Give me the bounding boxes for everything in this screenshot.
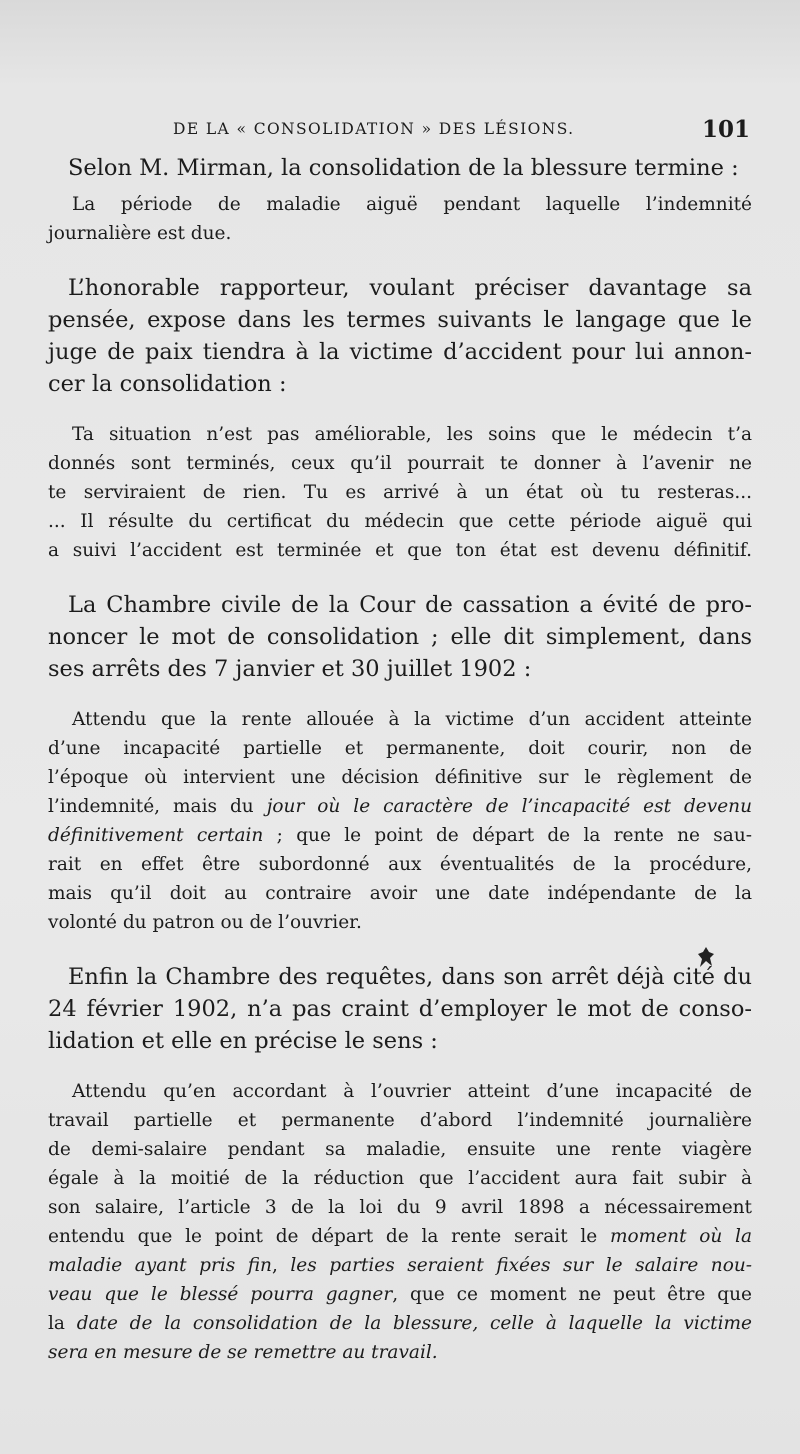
page-body (48, 152, 752, 1367)
text-segment: entendu que le point de départ de la rente serait le (48, 1226, 610, 1247)
text-line (48, 1338, 752, 1367)
running-header (48, 116, 750, 144)
text-segment: la (48, 1313, 77, 1334)
text-line (48, 821, 752, 850)
text-line: rait en effet être subordonné aux éventualités de la procédure, (48, 854, 752, 875)
quote-chambre-requetes (48, 1077, 752, 1367)
text-line (48, 1280, 752, 1309)
italic-segment: veau que le blessé pourra gagner (48, 1284, 393, 1305)
text-line (48, 792, 752, 821)
text-line: La période de maladie aiguë pendant laquelle l’indemnité (72, 194, 752, 215)
text-line: de demi-salaire pendant sa maladie, ensuite une rente viagère (48, 1139, 752, 1160)
text-line: Selon M. Mirman, la consolidation de la blessure termine : (68, 155, 739, 181)
text-line (48, 1222, 752, 1251)
text-line: L’honorable rapporteur, voulant préciser davantage sa (68, 275, 752, 301)
text-line: pensée, expose dans les termes suivants le langage que le (48, 307, 752, 333)
paragraph-rapporteur (48, 272, 752, 400)
italic-segment: maladie ayant pris fin (48, 1255, 272, 1276)
quote-mirman (48, 190, 752, 248)
text-line: cer la consolidation : (48, 371, 287, 397)
text-line: juge de paix tiendra à la victime d’accident pour lui annon- (48, 339, 752, 365)
text-line: ses arrêts des 7 janvier et 30 juillet 1902 : (48, 656, 532, 682)
quote-chambre-civile (48, 705, 752, 937)
paragraph-chambre-requetes (48, 961, 752, 1057)
text-line: volonté du patron ou de l’ouvrier. (48, 912, 362, 933)
text-line: te serviraient de rien. Tu es arrivé à un état où tu resteras... (48, 482, 752, 503)
italic-segment: date de la consolidation de la blessure, celle à laquelle la victime (76, 1313, 752, 1334)
text-line: Ta situation n’est pas améliorable, les soins que le médecin t’a (72, 424, 752, 445)
italic-segment: les parties seraient fixées sur le salaire nou- (290, 1255, 752, 1276)
italic-segment: définitivement certain (48, 825, 264, 846)
text-line: journalière est due. (48, 223, 232, 244)
text-segment: , que ce moment ne peut être que (392, 1284, 752, 1305)
text-line: Enfin la Chambre des requêtes, dans son arrêt déjà cité du (68, 964, 752, 990)
text-line: ... Il résulte du certificat du médecin que cette période aiguë qui (48, 511, 752, 532)
running-title: DE LA « CONSOLIDATION » DES LÉSIONS. (173, 120, 575, 138)
text-line (48, 1251, 752, 1280)
text-line: mais qu’il doit au contraire avoir une date indépendante de la (48, 883, 752, 904)
text-line: lidation et elle en précise le sens : (48, 1028, 438, 1054)
page-number: 101 (701, 116, 750, 143)
text-line: son salaire, l’article 3 de la loi du 9 avril 1898 a nécessairement (48, 1197, 752, 1218)
quote-juge-de-paix (48, 420, 752, 565)
text-line: La Chambre civile de la Cour de cassation a évité de pro- (68, 592, 752, 618)
text-line: d’une incapacité partielle et permanente, doit courir, non de (48, 738, 752, 759)
paragraph-mirman (48, 152, 752, 184)
paragraph-chambre-civile (48, 589, 752, 685)
italic-segment: sera en mesure de se remettre au travail. (48, 1342, 438, 1363)
italic-segment: jour où le caractère de l’incapacité est devenu (266, 796, 752, 817)
text-line: Attendu que la rente allouée à la victime d’un accident atteinte (72, 709, 752, 730)
text-line: 24 février 1902, n’a pas craint d’employer le mot de conso- (48, 996, 752, 1022)
text-line: a suivi l’accident est terminée et que ton état est devenu définitif. (48, 540, 752, 561)
text-line (48, 1309, 752, 1338)
italic-segment: moment où la (610, 1226, 753, 1247)
text-segment: , (271, 1255, 291, 1276)
ink-smudge-mark (697, 946, 715, 968)
text-line: noncer le mot de consolidation ; elle dit simplement, dans (48, 624, 752, 650)
text-line: Attendu qu’en accordant à l’ouvrier atteint d’une incapacité de (72, 1081, 752, 1102)
text-line: l’époque où intervient une décision définitive sur le règlement de (48, 767, 752, 788)
text-segment: l’indemnité, mais du (48, 796, 267, 817)
text-line: travail partielle et permanente d’abord l’indemnité journalière (48, 1110, 752, 1131)
text-line: donnés sont terminés, ceux qu’il pourrait te donner à l’avenir ne (48, 453, 752, 474)
text-segment: ; que le point de départ de la rente ne sau- (263, 825, 752, 846)
text-line: égale à la moitié de la réduction que l’accident aura fait subir à (48, 1168, 752, 1189)
